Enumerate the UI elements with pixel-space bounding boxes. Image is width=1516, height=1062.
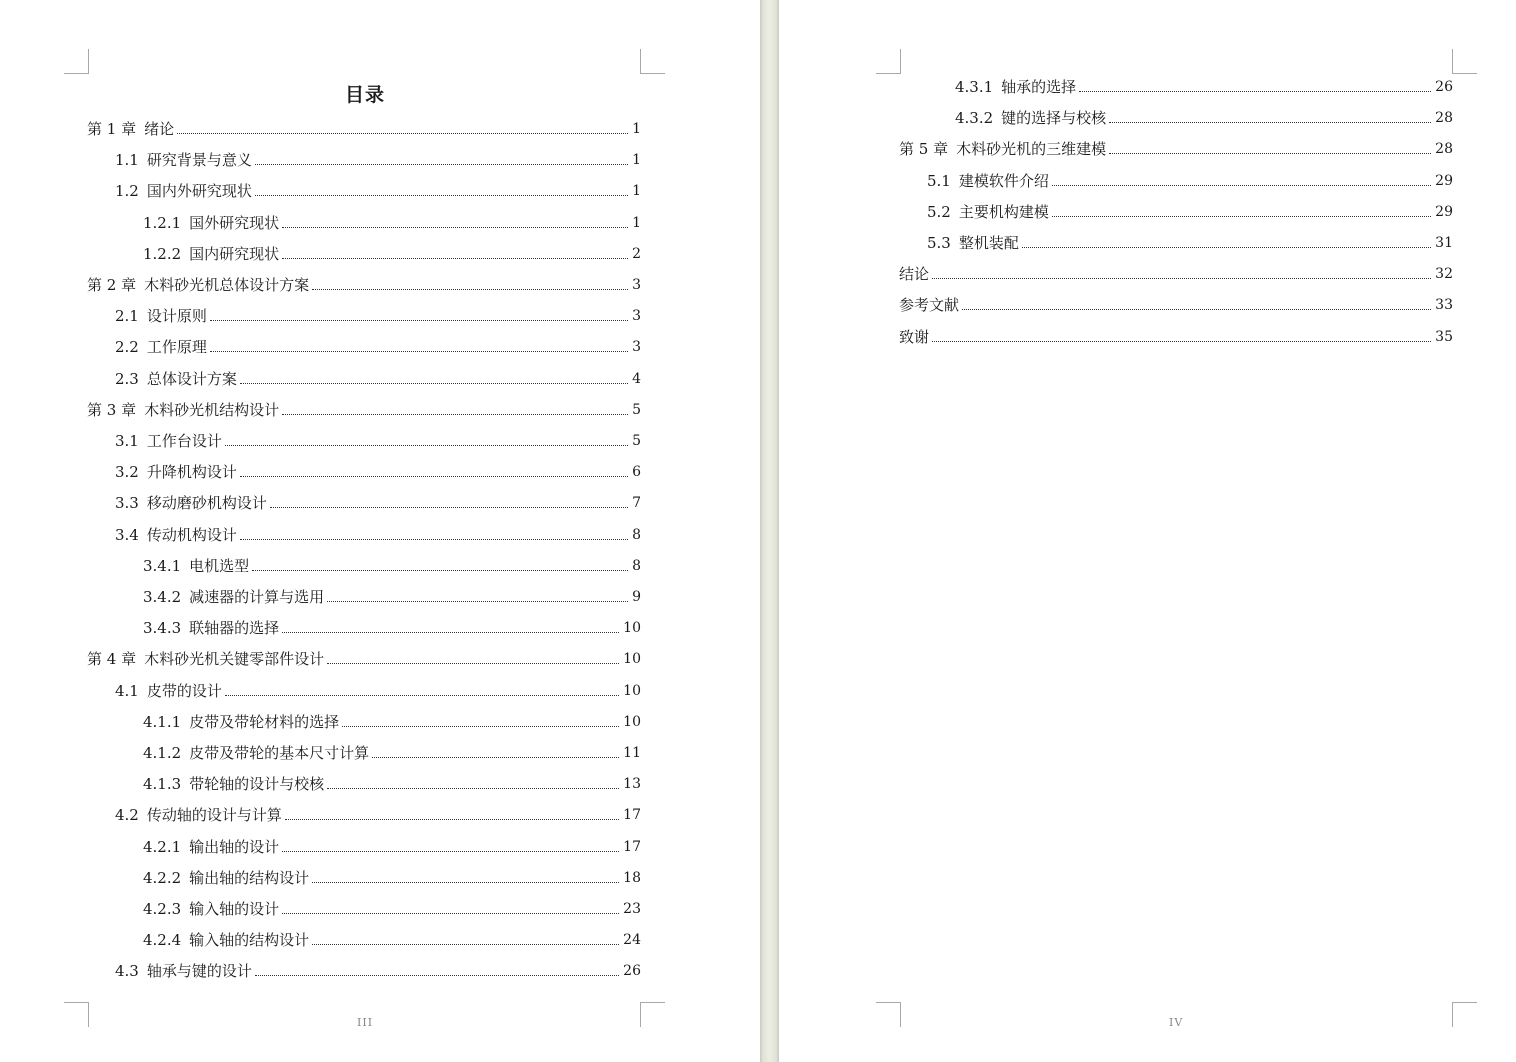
crop-mark-top-left xyxy=(64,49,89,74)
toc-entry-page: 10 xyxy=(623,682,641,699)
toc-entry[interactable] xyxy=(87,398,641,420)
toc-entry-title: 木料砂光机总体设计方案 xyxy=(144,276,310,294)
toc-entry-page: 31 xyxy=(1435,235,1453,251)
toc-entry-number: 2.3 xyxy=(115,369,139,388)
toc-entry-page: 4 xyxy=(632,370,641,387)
toc-entry-number: 4.2.2 xyxy=(143,868,182,887)
toc-leader-dots xyxy=(932,341,1431,342)
toc-entry-page: 8 xyxy=(632,526,641,543)
toc-entry-page: 10 xyxy=(623,651,641,668)
toc-entry-number: 第 3 章 xyxy=(87,400,137,419)
toc-leader-dots xyxy=(1022,247,1431,248)
toc-entry-title: 传动机构设计 xyxy=(146,525,237,544)
toc-entry-title: 升降机构设计 xyxy=(146,463,237,482)
toc-entry-number: 1.1 xyxy=(115,151,139,170)
toc-entry-number: 4.2.1 xyxy=(143,837,182,856)
toc-entry-title: 轴承与键的设计 xyxy=(146,962,252,981)
toc-leader-dots xyxy=(327,788,619,789)
toc-leader-dots xyxy=(225,695,619,696)
toc-leader-dots xyxy=(210,320,628,321)
toc-entry[interactable] xyxy=(87,647,641,669)
toc-entry-number: 2.1 xyxy=(115,307,139,326)
toc-entry-page: 18 xyxy=(623,869,641,886)
toc-entry[interactable] xyxy=(115,523,641,545)
toc-entry[interactable] xyxy=(143,835,641,857)
toc-entry-number: 1.2.1 xyxy=(143,213,182,232)
toc-entry-number: 4.1.1 xyxy=(143,712,182,731)
toc-entry[interactable] xyxy=(115,959,641,981)
toc-leader-dots xyxy=(1109,122,1431,123)
toc-entry[interactable] xyxy=(115,460,641,482)
toc-entry-title: 带轮轴的设计与校核 xyxy=(189,775,325,794)
toc-entry-title: 皮带及带轮材料的选择 xyxy=(189,712,340,731)
toc-entry[interactable] xyxy=(143,866,641,888)
toc-leader-dots xyxy=(312,289,628,290)
toc-entry-title: 皮带的设计 xyxy=(146,681,222,700)
toc-entry-page: 9 xyxy=(632,589,641,605)
toc-entry-title: 电机选型 xyxy=(189,556,250,575)
toc-entry[interactable] xyxy=(143,928,641,950)
toc-leader-dots xyxy=(285,819,619,820)
toc-leader-dots xyxy=(255,975,619,976)
toc-leader-dots xyxy=(372,757,619,758)
toc-entry-title: 参考文献 xyxy=(899,296,960,315)
toc-entry-title: 结论 xyxy=(899,265,930,284)
toc-title: 目录 xyxy=(344,84,385,106)
crop-mark-bottom-left xyxy=(876,1002,901,1027)
toc-entry-title: 输入轴的设计 xyxy=(189,900,280,918)
toc-entry-title: 输出轴的结构设计 xyxy=(189,868,310,887)
toc-leader-dots xyxy=(270,507,628,508)
toc-entry-page: 3 xyxy=(632,339,641,356)
document-page-right xyxy=(779,0,1516,1062)
toc-entry[interactable] xyxy=(143,710,641,732)
toc-entry-page: 17 xyxy=(623,807,641,824)
toc-entry-page: 11 xyxy=(623,745,641,761)
toc-leader-dots xyxy=(240,476,628,477)
toc-leader-dots xyxy=(240,539,628,540)
toc-leader-dots xyxy=(210,351,628,352)
toc-entry-number: 5.3 xyxy=(927,234,951,252)
toc-entry-number: 3.2 xyxy=(115,463,139,482)
toc-entry-number: 1.2 xyxy=(115,182,139,201)
toc-entry-title: 木料砂光机的三维建模 xyxy=(956,140,1107,159)
toc-entry-title: 工作原理 xyxy=(146,338,207,357)
crop-mark-top-right xyxy=(640,49,665,74)
toc-entry-title: 联轴器的选择 xyxy=(189,619,280,638)
toc-leader-dots xyxy=(240,383,628,384)
toc-entry[interactable] xyxy=(87,117,641,139)
toc-entry-title: 致谢 xyxy=(899,327,930,346)
toc-entry[interactable] xyxy=(143,741,641,763)
toc-entry-page: 32 xyxy=(1435,266,1453,283)
toc-entry-page: 26 xyxy=(1435,79,1453,95)
toc-entry[interactable] xyxy=(143,211,641,233)
page-number: III xyxy=(357,1016,374,1029)
toc-leader-dots xyxy=(282,913,619,914)
toc-entry-page: 1 xyxy=(632,214,641,231)
toc-entry-page: 28 xyxy=(1435,110,1453,127)
toc-entry-number: 第 1 章 xyxy=(87,120,137,138)
toc-leader-dots xyxy=(225,445,628,446)
toc-entry-number: 第 4 章 xyxy=(87,650,137,669)
toc-entry-page: 10 xyxy=(623,620,641,637)
toc-entry[interactable] xyxy=(115,179,641,201)
toc-entry-number: 4.1.2 xyxy=(143,744,182,762)
toc-leader-dots xyxy=(255,195,628,196)
toc-leader-dots xyxy=(342,726,619,727)
toc-entry-title: 键的选择与校核 xyxy=(1001,109,1107,128)
toc-entry-title: 国外研究现状 xyxy=(189,213,280,232)
toc-leader-dots xyxy=(177,133,628,134)
toc-entry[interactable] xyxy=(899,293,1453,315)
toc-entry[interactable] xyxy=(115,304,641,326)
toc-entry-title: 皮带及带轮的基本尺寸计算 xyxy=(189,744,370,762)
toc-leader-dots xyxy=(255,164,628,165)
toc-entry-title: 绪论 xyxy=(144,120,175,138)
toc-entry[interactable] xyxy=(115,491,641,513)
toc-leader-dots xyxy=(282,632,619,633)
toc-entry-page: 10 xyxy=(623,713,641,730)
toc-entry-number: 4.1 xyxy=(115,681,139,700)
toc-entry-page: 23 xyxy=(623,901,641,917)
toc-entry[interactable] xyxy=(143,585,641,607)
toc-leader-dots xyxy=(1109,153,1431,154)
toc-entry[interactable] xyxy=(927,231,1453,253)
toc-entry[interactable] xyxy=(899,137,1453,159)
toc-entry-title: 设计原则 xyxy=(146,307,207,326)
toc-leader-dots xyxy=(962,309,1431,310)
toc-leader-dots xyxy=(1052,216,1431,217)
toc-entry-number: 第 5 章 xyxy=(899,140,949,159)
toc-entry-page: 29 xyxy=(1435,172,1453,189)
toc-entry[interactable] xyxy=(115,335,641,357)
crop-mark-top-left xyxy=(876,49,901,74)
toc-entry-page: 24 xyxy=(623,932,641,949)
toc-leader-dots xyxy=(1052,185,1431,186)
toc-entry-title: 传动轴的设计与计算 xyxy=(146,806,282,825)
toc-entry-page: 3 xyxy=(632,277,641,293)
toc-entry-page: 2 xyxy=(632,245,641,262)
toc-entry-number: 4.2 xyxy=(115,806,139,825)
toc-leader-dots xyxy=(327,601,628,602)
toc-entry-number: 4.3.2 xyxy=(955,109,994,128)
toc-entry[interactable] xyxy=(115,679,641,701)
toc-entry-page: 29 xyxy=(1435,203,1453,220)
toc-entry-number: 3.4.3 xyxy=(143,619,182,638)
toc-entry-page: 1 xyxy=(632,121,641,137)
toc-entry-title: 建模软件介绍 xyxy=(958,171,1049,190)
toc-entry-number: 3.4.1 xyxy=(143,556,182,575)
toc-entry-title: 移动磨砂机构设计 xyxy=(146,494,267,513)
toc-entry[interactable] xyxy=(115,803,641,825)
toc-entry-page: 28 xyxy=(1435,141,1453,158)
toc-entry[interactable] xyxy=(115,429,641,451)
toc-entry[interactable] xyxy=(143,772,641,794)
toc-entry[interactable] xyxy=(143,554,641,576)
toc-entry-page: 1 xyxy=(632,152,641,169)
toc-entry[interactable] xyxy=(115,367,641,389)
toc-entry-title: 主要机构建模 xyxy=(958,202,1049,221)
toc-entry-title: 研究背景与意义 xyxy=(146,151,252,170)
toc-leader-dots xyxy=(282,414,628,415)
toc-entry[interactable] xyxy=(143,897,641,919)
toc-entry-title: 输出轴的设计 xyxy=(189,837,280,856)
toc-leader-dots xyxy=(312,882,619,883)
toc-entry-page: 1 xyxy=(632,183,641,200)
toc-entry-page: 35 xyxy=(1435,328,1453,345)
toc-entry-title: 整机装配 xyxy=(958,234,1019,252)
toc-entry-number: 4.2.4 xyxy=(143,931,182,950)
toc-entry-title: 木料砂光机结构设计 xyxy=(144,400,280,419)
toc-entry-title: 国内研究现状 xyxy=(189,244,280,263)
toc-entry-title: 减速器的计算与选用 xyxy=(189,588,325,606)
toc-entry-page: 5 xyxy=(632,401,641,418)
page-gutter xyxy=(760,0,779,1062)
toc-entry-title: 轴承的选择 xyxy=(1001,78,1077,96)
toc-leader-dots xyxy=(252,570,628,571)
toc-entry-number: 1.2.2 xyxy=(143,244,182,263)
toc-leader-dots xyxy=(312,944,619,945)
toc-entry-title: 输入轴的结构设计 xyxy=(189,931,310,950)
toc-entry[interactable] xyxy=(143,616,641,638)
toc-entry-number: 3.3 xyxy=(115,494,139,513)
toc-leader-dots xyxy=(932,278,1431,279)
toc-entry-page: 26 xyxy=(623,963,641,980)
toc-entry[interactable] xyxy=(955,75,1453,97)
toc-entry-number: 3.1 xyxy=(115,432,139,450)
crop-mark-bottom-right xyxy=(640,1002,665,1027)
toc-entry[interactable] xyxy=(115,148,641,170)
toc-entry[interactable] xyxy=(955,106,1453,128)
toc-leader-dots xyxy=(282,258,628,259)
toc-entry-page: 6 xyxy=(632,464,641,481)
toc-entry-page: 5 xyxy=(632,433,641,449)
toc-entry-page: 33 xyxy=(1435,297,1453,314)
toc-entry[interactable] xyxy=(927,169,1453,191)
toc-leader-dots xyxy=(282,851,619,852)
toc-entry-title: 国内外研究现状 xyxy=(146,182,252,201)
crop-mark-bottom-left xyxy=(64,1002,89,1027)
toc-entry[interactable] xyxy=(87,273,641,295)
toc-entry-title: 总体设计方案 xyxy=(146,369,237,388)
toc-entry-page: 3 xyxy=(632,308,641,325)
crop-mark-bottom-right xyxy=(1452,1002,1477,1027)
toc-entry-page: 8 xyxy=(632,557,641,574)
toc-entry-page: 7 xyxy=(632,495,641,512)
toc-entry-page: 13 xyxy=(623,776,641,793)
toc-entry-number: 第 2 章 xyxy=(87,276,137,294)
toc-entry-title: 木料砂光机关键零部件设计 xyxy=(144,650,325,669)
toc-entry-number: 2.2 xyxy=(115,338,139,357)
toc-entry[interactable] xyxy=(927,200,1453,222)
toc-entry[interactable] xyxy=(143,242,641,264)
toc-entry-number: 4.3 xyxy=(115,962,139,981)
toc-entry-page: 17 xyxy=(623,838,641,855)
toc-entry-number: 5.1 xyxy=(927,171,951,190)
toc-entry-number: 4.2.3 xyxy=(143,900,182,918)
toc-entry[interactable] xyxy=(899,262,1453,284)
toc-leader-dots xyxy=(282,227,628,228)
toc-leader-dots xyxy=(327,663,619,664)
crop-mark-top-right xyxy=(1452,49,1477,74)
page-number: IV xyxy=(1169,1016,1184,1029)
toc-entry[interactable] xyxy=(899,325,1453,347)
toc-entry-number: 4.3.1 xyxy=(955,78,994,96)
toc-entry-number: 3.4.2 xyxy=(143,588,182,606)
toc-entry-number: 5.2 xyxy=(927,202,951,221)
toc-leader-dots xyxy=(1079,91,1431,92)
toc-entry-number: 4.1.3 xyxy=(143,775,182,794)
toc-entry-number: 3.4 xyxy=(115,525,139,544)
toc-entry-title: 工作台设计 xyxy=(146,432,222,450)
